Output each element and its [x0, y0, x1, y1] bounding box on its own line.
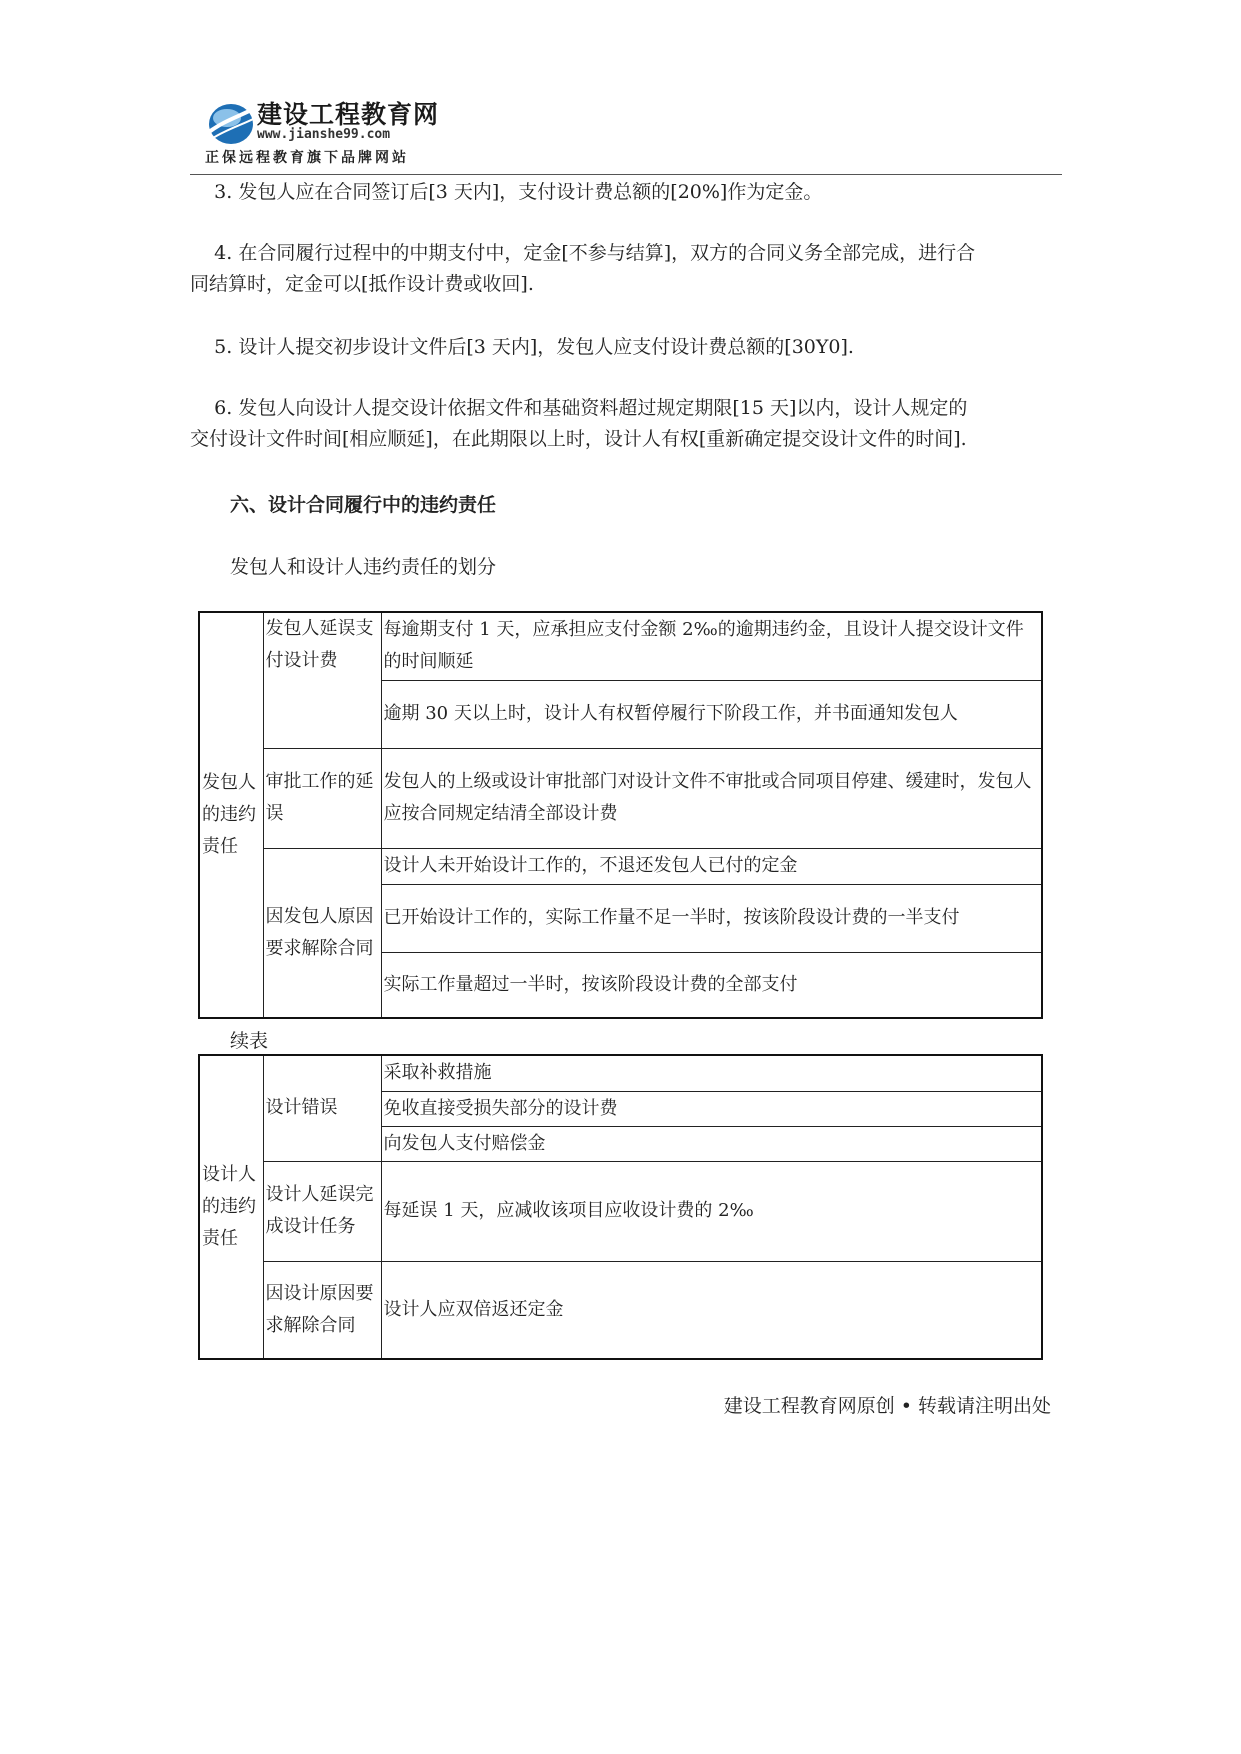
- table-subtitle: 发包人和设计人违约责任的划分: [230, 556, 497, 578]
- globe-logo-icon: [205, 98, 261, 146]
- table-cell: 采取补救措施: [381, 1055, 1042, 1091]
- table-cell: 每逾期支付 1 天，应承担应支付金额 2‰的逾期违约金，且设计人提交设计文件的时间顺延: [381, 612, 1042, 680]
- table-row: [199, 748, 1042, 848]
- paragraph-5: 5. 设计人提交初步设计文件后[3 天内]，发包人应支付设计费总额的[30Y0].: [190, 336, 854, 358]
- paragraph-6-line-1: 6. 发包人向设计人提交设计依据文件和基础资料超过规定期限[15 天]以内，设计人规定的: [190, 397, 968, 419]
- continued-label: 续表: [230, 1030, 269, 1052]
- group-label: 设计人延误完成设计任务: [263, 1161, 381, 1261]
- footer-credit: 建设工程教育网原创 • 转载请注明出处: [723, 1395, 1051, 1417]
- group-label: 审批工作的延误: [263, 748, 381, 848]
- table-cell: 免收直接受损失部分的设计费: [381, 1091, 1042, 1126]
- client-breach-table: [198, 611, 1043, 1019]
- table-cell: 设计人应双倍返还定金: [381, 1261, 1042, 1359]
- table-cell: 每延误 1 天，应减收该项目应收设计费的 2‰: [381, 1161, 1042, 1261]
- table-row: [199, 1055, 1042, 1091]
- designer-breach-table: [198, 1054, 1043, 1360]
- site-slogan: 正保远程教育旗下品牌网站: [205, 150, 409, 166]
- section-heading: 六、设计合同履行中的违约责任: [230, 494, 497, 516]
- header-divider: [190, 174, 1062, 175]
- table-row: [199, 612, 1042, 680]
- table-cell: 发包人的上级或设计审批部门对设计文件不审批或合同项目停建、缓建时，发包人应按合同规定结清全部设计费: [381, 748, 1042, 848]
- table-cell: 逾期 30 天以上时，设计人有权暂停履行下阶段工作，并书面通知发包人: [381, 680, 1042, 748]
- site-header: [205, 93, 1065, 175]
- category-cell: 设计人的违约责任: [199, 1055, 263, 1359]
- table-row: [199, 1261, 1042, 1359]
- table-cell: 已开始设计工作的，实际工作量不足一半时，按该阶段设计费的一半支付: [381, 884, 1042, 952]
- category-cell: 发包人的违约责任: [199, 612, 263, 1018]
- group-label: 因设计原因要求解除合同: [263, 1261, 381, 1359]
- table-cell: 实际工作量超过一半时，按该阶段设计费的全部支付: [381, 952, 1042, 1018]
- site-url[interactable]: www.jianshe99.com: [257, 127, 391, 142]
- table-row: [199, 1161, 1042, 1261]
- group-label: 因发包人原因要求解除合同: [263, 848, 381, 1018]
- paragraph-3: 3. 发包人应在合同签订后[3 天内]，支付设计费总额的[20%]作为定金。: [190, 181, 823, 203]
- table-cell: 向发包人支付赔偿金: [381, 1126, 1042, 1161]
- group-label: 发包人延误支付设计费: [263, 612, 381, 748]
- table-row: [199, 848, 1042, 884]
- paragraph-4-line-1: 4. 在合同履行过程中的中期支付中，定金[不参与结算]，双方的合同义务全部完成，进行合: [190, 242, 976, 264]
- paragraph-4-line-2: 同结算时，定金可以[抵作设计费或收回].: [190, 273, 534, 295]
- site-title: 建设工程教育网: [257, 100, 440, 129]
- table-cell: 设计人未开始设计工作的，不退还发包人已付的定金: [381, 848, 1042, 884]
- paragraph-6-line-2: 交付设计文件时间[相应顺延]，在此期限以上时，设计人有权[重新确定提交设计文件的时间].: [190, 428, 967, 450]
- group-label: 设计错误: [263, 1055, 381, 1161]
